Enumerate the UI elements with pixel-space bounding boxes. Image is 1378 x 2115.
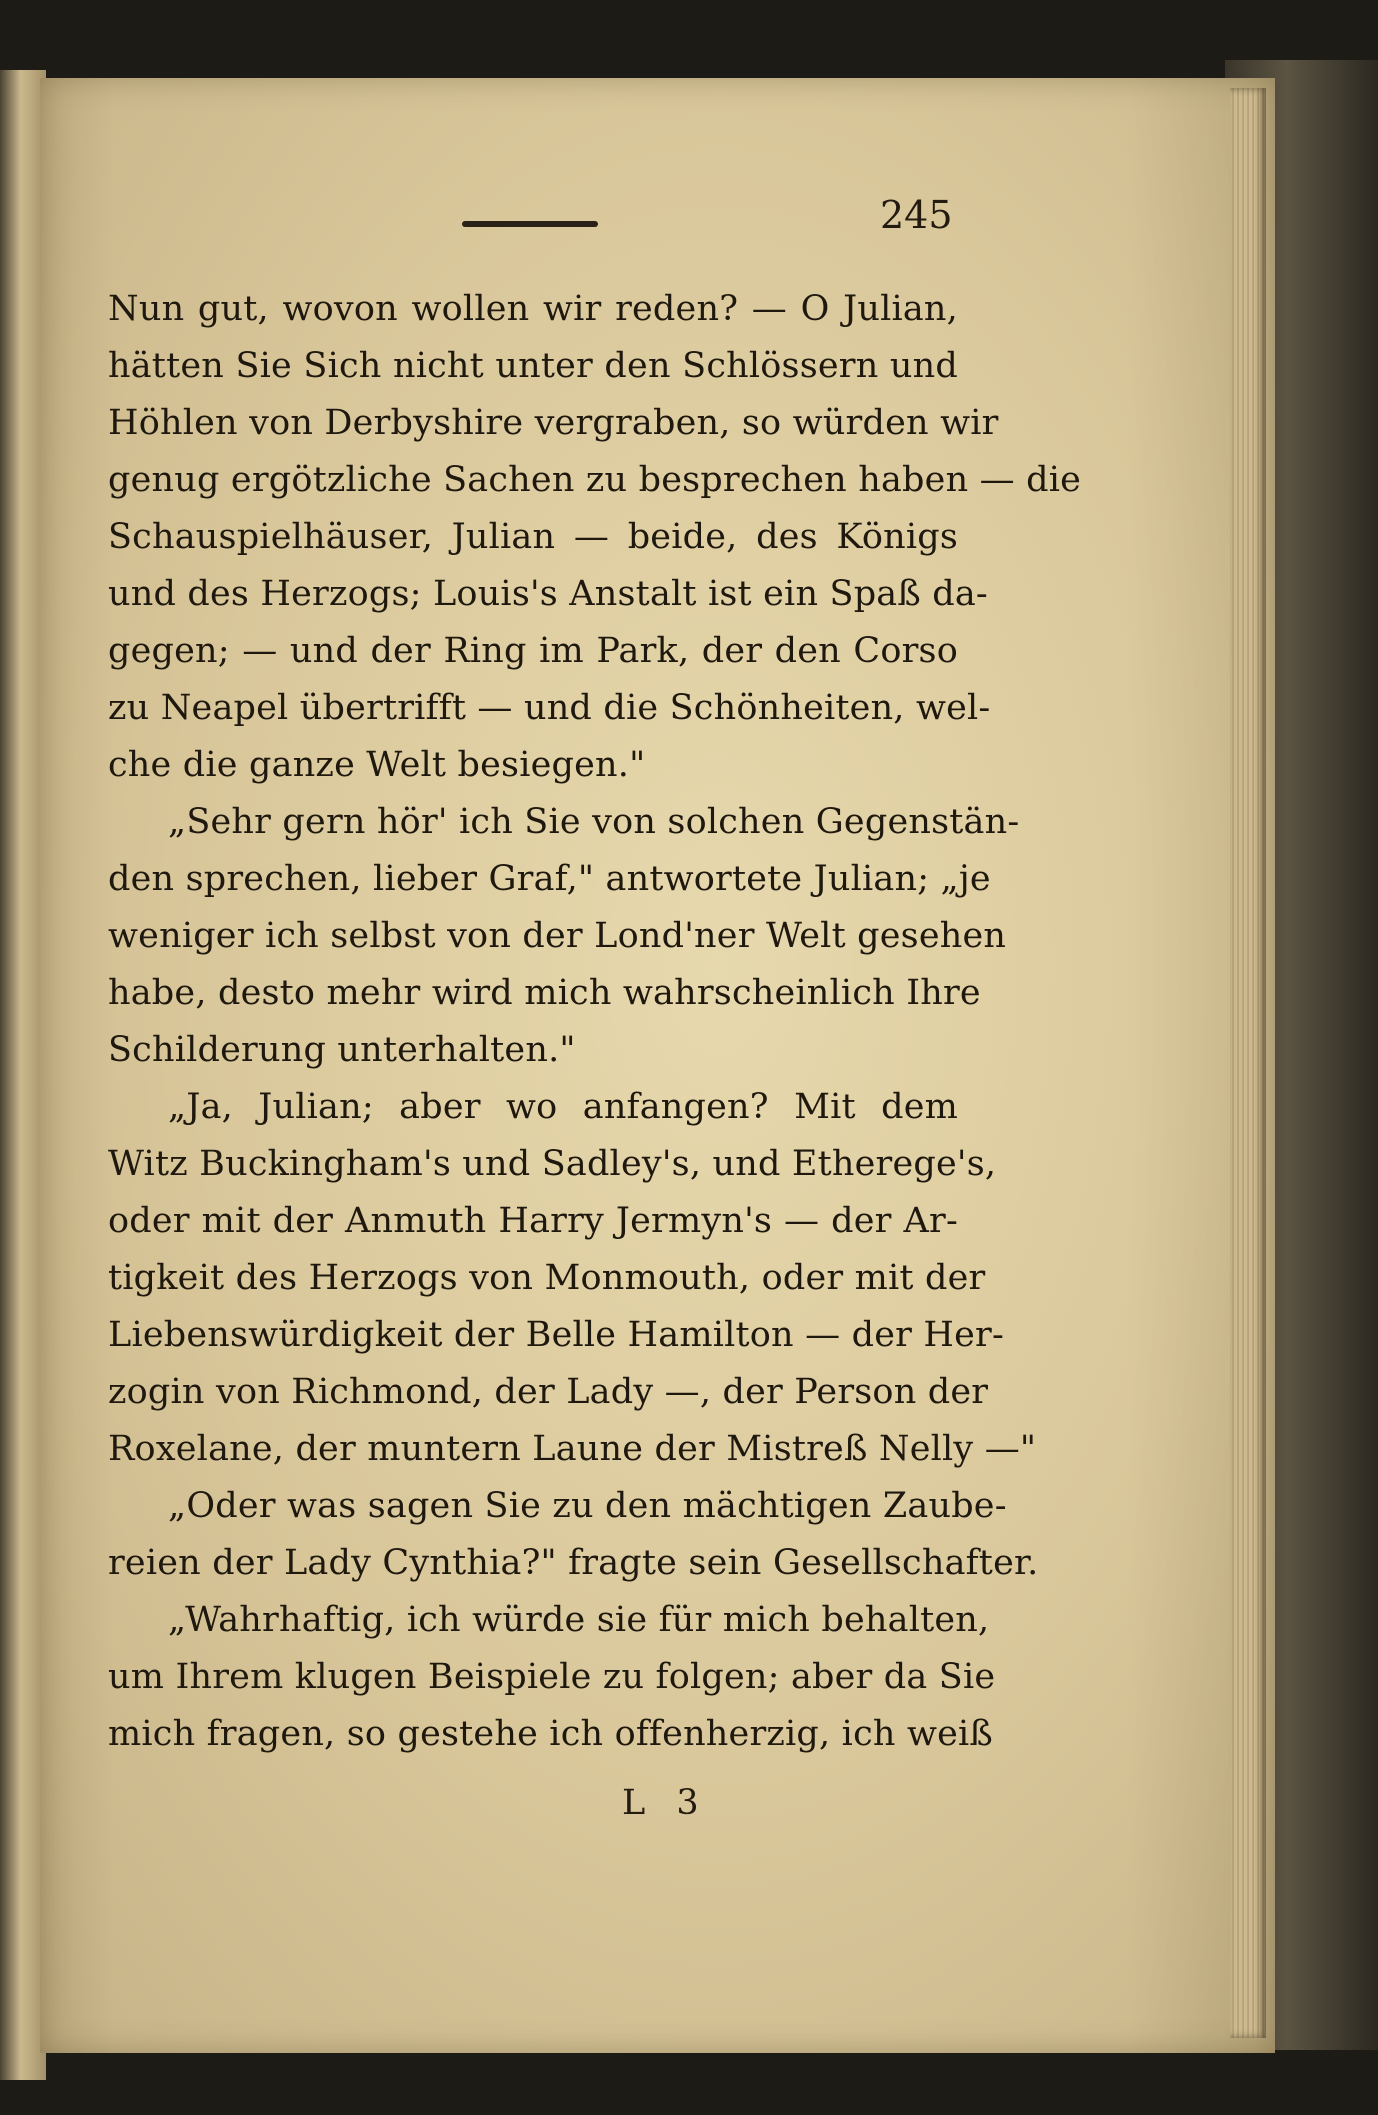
- page-stack-edges: [1230, 88, 1266, 2038]
- text-line: tigkeit des Herzogs von Monmouth, oder mit der: [108, 1258, 986, 1298]
- text-line: reien der Lady Cynthia?" fragte sein Gesellschafter.: [108, 1543, 1039, 1583]
- page-number: 245: [880, 193, 953, 237]
- text-line: Schauspielhäuser, Julian — beide, des Königs: [108, 517, 958, 557]
- text-line: um Ihrem klugen Beispiele zu folgen; aber da Sie: [108, 1657, 996, 1697]
- text-line: „Oder was sagen Sie zu den mächtigen Zaube-: [168, 1486, 1007, 1526]
- text-line: zu Neapel übertrifft — und die Schönheiten, wel-: [108, 688, 991, 728]
- text-line: habe, desto mehr wird mich wahrscheinlich Ihre: [108, 973, 981, 1013]
- text-line: und des Herzogs; Louis's Anstalt ist ein Spaß da-: [108, 574, 988, 614]
- text-line: Schilderung unterhalten.": [108, 1030, 576, 1070]
- text-line: „Ja, Julian; aber wo anfangen? Mit dem: [168, 1087, 958, 1127]
- header-rule: [462, 221, 598, 227]
- text-line: Höhlen von Derbyshire vergraben, so würden wir: [108, 403, 999, 443]
- text-line: hätten Sie Sich nicht unter den Schlössern und: [108, 346, 958, 386]
- text-line: „Wahrhaftig, ich würde sie für mich behalten,: [168, 1600, 990, 1640]
- text-line: Witz Buckingham's und Sadley's, und Etherege's,: [108, 1144, 997, 1184]
- text-line: zogin von Richmond, der Lady —, der Person der: [108, 1372, 989, 1412]
- signature-mark: L 3: [622, 1783, 709, 1823]
- text-line: den sprechen, lieber Graf," antwortete Julian; „je: [108, 859, 991, 899]
- text-line: gegen; — und der Ring im Park, der den Corso: [108, 631, 958, 671]
- text-line: weniger ich selbst von der Lond'ner Welt gesehen: [108, 916, 1007, 956]
- body-text: [108, 280, 1082, 1780]
- text-line: Roxelane, der muntern Laune der Mistreß Nelly —": [108, 1429, 1037, 1469]
- text-line: „Sehr gern hör' ich Sie von solchen Gegenstän-: [168, 802, 1020, 842]
- text-line: Nun gut, wovon wollen wir reden? — O Julian,: [108, 289, 958, 329]
- text-line: oder mit der Anmuth Harry Jermyn's — der Ar-: [108, 1201, 958, 1241]
- text-line: mich fragen, so gestehe ich offenherzig, ich weiß: [108, 1714, 993, 1754]
- text-line: che die ganze Welt besiegen.": [108, 745, 646, 785]
- text-line: Liebenswürdigkeit der Belle Hamilton — der Her-: [108, 1315, 1005, 1355]
- text-line: genug ergötzliche Sachen zu besprechen haben — die: [108, 460, 1082, 500]
